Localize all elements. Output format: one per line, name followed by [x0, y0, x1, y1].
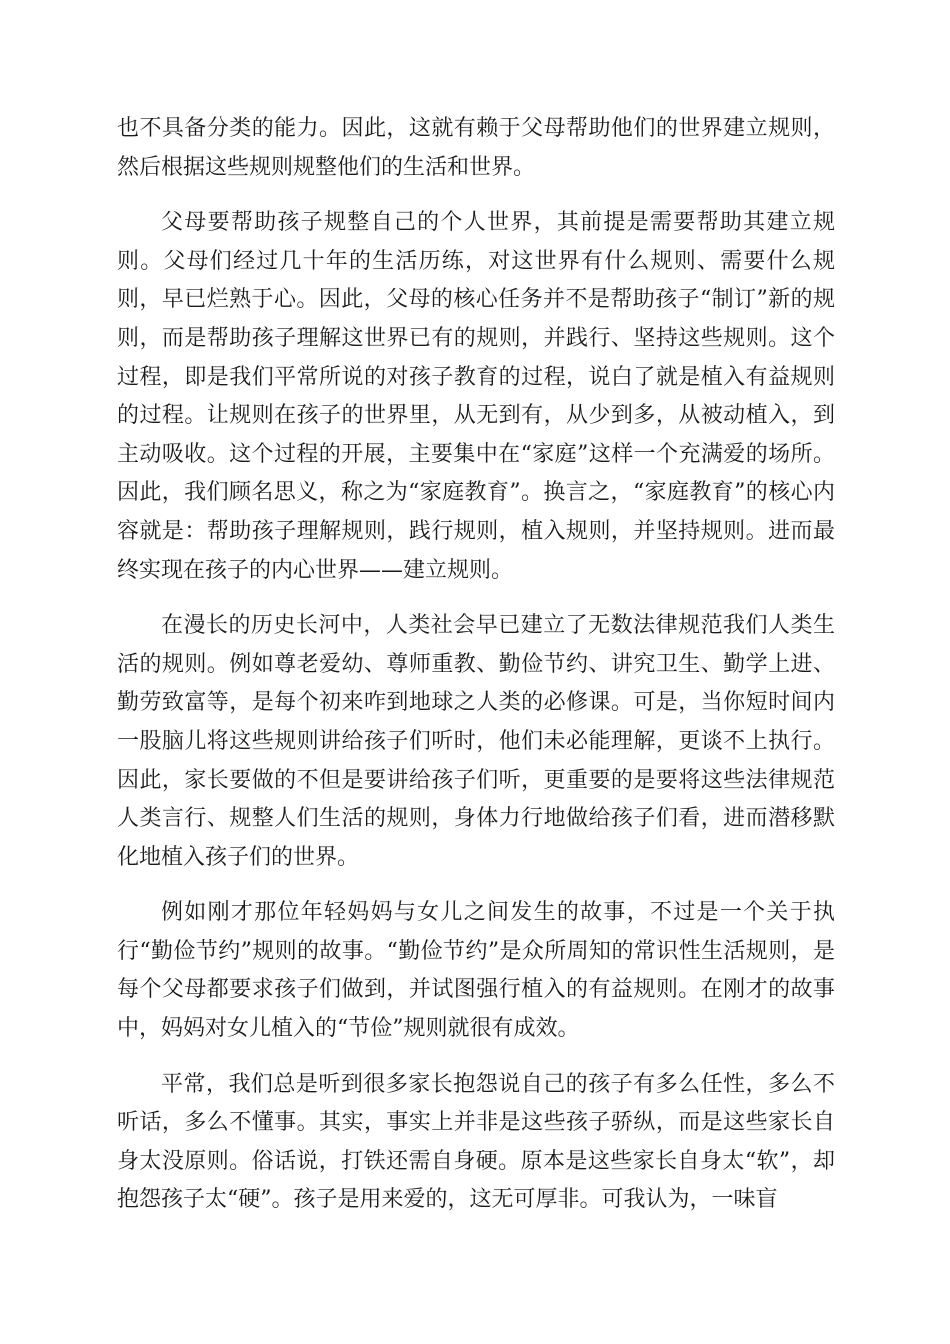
paragraph-parents-complain: 平常，我们总是听到很多家长抱怨说自己的孩子有多么任性，多么不听话，多么不懂事。其实，事实上并非是这些孩子骄纵，而是这些家长自身太没原则。俗话说，打铁还需自身硬。原本是这些家长自身太“软”，却抱怨孩子太“硬”。孩子是用来爱的，这无可厚非。可我认为，一味盲 — [117, 1071, 835, 1213]
paragraph-history-rules: 在漫长的历史长河中，人类社会早已建立了无数法律规范我们人类生活的规则。例如尊老爱幼、尊师重教、勤俭节约、讲究卫生、勤学上进、勤劳致富等，是每个初来咋到地球之人类的必修课。可是，当你短时间内一股脑儿将这些规则讲给孩子们听时，他们未必能理解，更谈不上执行。因此，家长要做的不但是要讲给孩子们听，更重要的是要将这些法律规范人类言行、规整人们生活的规则，身体力行地做给孩子们看，进而潜移默化地植入孩子们的世界。 — [117, 613, 835, 870]
paragraph-parents-help-rules: 父母要帮助孩子规整自己的个人世界，其前提是需要帮助其建立规则。父母们经过几十年的生活历练，对这世界有什么规则、需要什么规则，早已烂熟于心。因此，父母的核心任务并不是帮助孩子“制订”新的规则，而是帮助孩子理解这世界已有的规则，并践行、坚持这些规则。这个过程，即是我们平常所说的对孩子教育的过程，说白了就是植入有益规则的过程。让规则在孩子的世界里，从无到有，从少到多，从被动植入，到主动吸收。这个过程的开展，主要集中在“家庭”这样一个充满爱的场所。因此，我们顾名思义，称之为“家庭教育”。换言之，“家庭教育”的核心内容就是：帮助孩子理解规则，践行规则，植入规则，并坚持规则。进而最终实现在孩子的内心世界——建立规则。 — [117, 210, 835, 583]
paragraph-mother-daughter-story: 例如刚才那位年轻妈妈与女儿之间发生的故事，不过是一个关于执行“勤俭节约”规则的故事。“勤俭节约”是众所周知的常识性生活规则，是每个父母都要求孩子们做到，并试图强行植入的有益规则。在刚才的故事中，妈妈对女儿植入的“节俭”规则就很有成效。 — [117, 900, 835, 1042]
paragraph-continued: 也不具备分类的能力。因此，这就有赖于父母帮助他们的世界建立规则，然后根据这些规则规整他们的生活和世界。 — [117, 116, 835, 180]
document-body — [117, 110, 835, 1237]
